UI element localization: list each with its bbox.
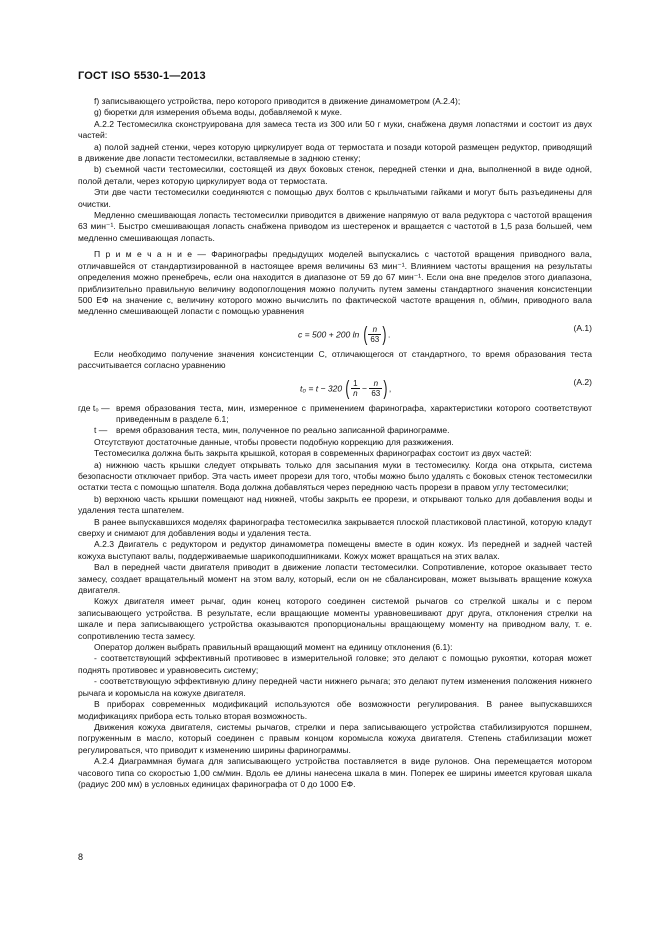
paragraph-old-models: В ранее выпускавшихся моделях фаринографа тестомесилка закрывается плоской пластиковой пластиной, которую кладут сверху и снимают для добавления воды и удаления теста. — [78, 516, 592, 538]
paragraph-lever-length: - соответствующую эффективную длину передней части нижнего рычага; это делают путем изменения положения нижнего рычага и коромысла на кожухе двигателя. — [78, 676, 592, 698]
eq1-numerator: n — [368, 325, 381, 335]
paragraph-a24: А.2.4 Диаграммная бумага для записывающего устройства поставляется в виде рулонов. Она перемещается мотором часового типа со скоростью 1,00 см/мин. Вдоль ее длины нанесена шкала в мин. Поперек ее ширины имеется круговая шкала (радиус 200 мм) в условных единицах фаринографа от 0 до 1000 ЕФ. — [78, 756, 592, 789]
document-header: ГОСТ ISO 5530-1—2013 — [78, 70, 206, 82]
eq2-numerator-1: 1 — [353, 379, 358, 389]
note-paragraph — [78, 249, 592, 317]
note-text: — Фаринографы предыдущих моделей выпускались с частотой вращения приводного вала, отличавшейся от стандартизированной в настоящее время величины 63 мин⁻¹. Влиянием частоты вращения на результаты определения можно пренебречь, если она находится в диапазоне от 59 до 67 мин⁻¹. Если она вне пределов этого диапазона, приблизительно правильную величину водопоглощения можно получить путем замены стандартного значения консистенции 500 ЕФ на значение c, величину которого можно вычислить по фактической частоте вращения n, об/мин, приводного вала медленно смешивающей лопасти с помощью уравнения — [78, 249, 592, 317]
equation-a1-fraction — [368, 325, 381, 344]
paragraph-a23: А.2.3 Двигатель с редуктором и редуктор динамометра помещены вместе в один кожух. Из передней и задней частей кожуха выступают валы, поддерживаемые шарикоподшипниками. Кожух может вращаться на этих валах. — [78, 539, 592, 561]
where-t0-value: время образования теста, мин, измеренное с применением фаринографа, характеристики которого соответствуют приведенным в разделе 6.1; — [116, 402, 592, 424]
paragraph-a22-a: а) полой задней стенки, через которую циркулирует вода от термостата и позади которой размещен редуктор, приводящий в движение две лопасти тестомесилки, вставляемые в заднюю стенку; — [78, 141, 592, 164]
paragraph-lever: Кожух двигателя имеет рычаг, один конец которого соединен системой рычагов со стрелкой шкалы и с пером записывающего устройства. В результате, если вращающие моменты уравновешивают друг друга, отклонения стрелки на шкале и пера записывающего устройства оказываются пропорциональны вращающему моменту на приводном валу, т. е. сопротивлению теста замесу. — [78, 596, 592, 641]
paragraph-damping: Движения кожуха двигателя, системы рычагов, стрелки и пера записывающего устройства стабилизируются поршнем, погруженным в масло, который соединен с правым концом коромысла кожуха двигателя. Степень стабилизации может регулироваться, что приводит к изменению ширины фаринограммы. — [78, 721, 592, 755]
eq2-numerator-2: n — [369, 379, 382, 389]
paragraph-blade-speed: Медленно смешивающая лопасть тестомесилки приводится в движение напрямую от вала редуктора с частотой вращения 63 мин⁻¹. Быстро смешивающая лопасть снабжена приводом из шестеренок и вращается с частотой в 1,5 раза большей, чем медленно смешивающая лопасть. — [78, 210, 592, 243]
where-t-key: t — — [94, 425, 108, 436]
equation-a2-left: t₀ = t − 320 — [300, 382, 343, 393]
paragraph-a22-b: b) съемной части тестомесилки, состоящей из двух боковых стенок, передней стенки и дна, выполненной в виде одной, полой детали, через которую циркулирует вода от термостата. — [78, 164, 592, 186]
paragraph-g: g) бюретки для измерения объема воды, добавляемой к муке. — [94, 107, 342, 118]
where-t-value: время образования теста, мин, полученное по реально записанной фаринограмме. — [116, 425, 450, 436]
paragraph-consistency-c: Если необходимо получение значения консистенции C, отличающегося от стандартного, то время образования теста рассчитывается согласно уравнению — [78, 348, 592, 371]
equation-a1-tag: (А.1) — [573, 322, 592, 333]
eq1-denominator: 63 — [370, 335, 380, 345]
where-t0-key: где t₀ — — [78, 402, 110, 413]
equation-a2-fraction-1 — [351, 379, 359, 398]
eq2-denominator-2: 63 — [371, 389, 381, 399]
paragraph-lid-a: а) нижнюю часть крышки следует открывать только для засыпания муки в тестомесилку. Когда она открыта, система безопасности отключает прибор. Эта часть имеет прорези для того, чтобы можно было удалять с боковых стенок тестомесилки остатки теста с помощью шпателя. Вода должна добавляться через переднюю часть прорези в правом углу тестомесилки; — [78, 459, 592, 493]
paragraph-counterweight: - соответствующий эффективный противовес в измерительной головке; это делают с помощью рукоятки, которая может поднять противовес и уравновесить систему; — [78, 653, 592, 675]
equation-a2-fraction-2 — [369, 379, 382, 398]
eq2-denominator-1: n — [353, 389, 358, 399]
equation-a1-left: c = 500 + 200 ln — [298, 328, 360, 339]
paragraph-operator: Оператор должен выбрать правильный вращающий момент на единицу отклонения (6.1): — [94, 642, 453, 653]
paragraph-lid-b: b) верхнюю часть крышки помещают над нижней, чтобы закрыть ее прорези, и открывают только для добавления воды и удаления теста шпателем. — [78, 493, 592, 516]
equation-a2-tag: (А.2) — [573, 376, 592, 387]
paragraph-shaft: Вал в передней части двигателя приводит в движение лопасти тестомесилки. Сопротивление, которое оказывает тесто замесу, создает вращательный момент на этом валу, который, если он не сбалансирован, может вызывать вращение кожуха двигателя. — [78, 562, 592, 596]
equation-a2: t₀ = t − 320 ( $\frac{1}{n}$ − $\frac{n}{63}$ ), (А.2) — [300, 376, 592, 400]
paragraph-f: f) записывающего устройства, перо которого приводится в движение динамометром (А.2.4); — [94, 96, 461, 106]
paragraph-modern: В приборах современных модификаций используются обе возможности регулирования. В ранее выпускавшихся модификациях прибора есть только вторая возможность. — [78, 699, 592, 721]
paragraph-lid: Тестомесилка должна быть закрыта крышкой, которая в современных фаринографах состоит из двух частей: — [94, 448, 532, 459]
document-body — [78, 96, 592, 790]
page-number: 8 — [78, 852, 84, 862]
paragraph-bolts: Эти две части тестомесилки соединяются с помощью двух болтов с крыльчатыми гайками и могут быть разъединены для очистки. — [78, 187, 592, 209]
eq2-minus: − — [361, 382, 367, 393]
equation-a1: c = 500 + 200 ln ( $\frac{n}{63}$ ). (А.1) — [298, 322, 592, 346]
where-t0 — [78, 403, 592, 426]
paragraph-no-data: Отсутствуют достаточные данные, чтобы провести подобную коррекцию для разжижения. — [94, 436, 454, 447]
where-t — [78, 425, 592, 436]
paragraph-a22: А.2.2 Тестомесилка сконструирована для замеса теста из 300 или 50 г муки, снабжена двумя лопастями и состоит из двух частей: — [78, 118, 592, 141]
note-label: П р и м е ч а н и е — [94, 249, 193, 260]
